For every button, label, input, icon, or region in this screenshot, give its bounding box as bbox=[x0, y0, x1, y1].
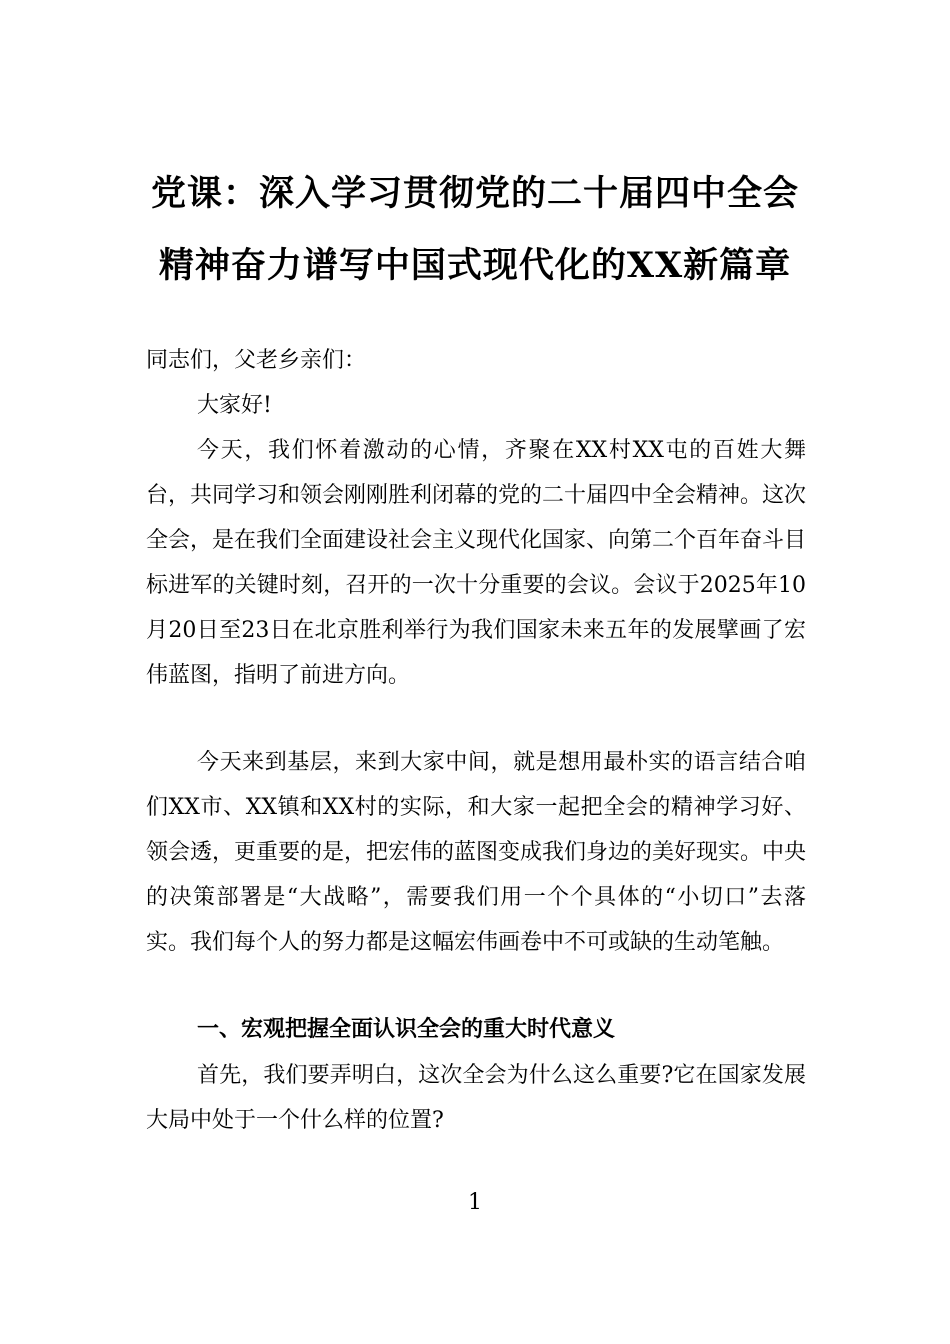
document-title-line-2: 精神奋力谱写中国式现代化的XX新篇章 bbox=[158, 245, 792, 286]
page-number: 1 bbox=[468, 1190, 482, 1215]
document-title-line-1: 党课：深入学习贯彻党的二十届四中全会 bbox=[150, 173, 799, 214]
greeting-block bbox=[146, 383, 806, 428]
paragraph-2: 今天来到基层，来到大家中间，就是想用最朴实的语言结合咱们XX市、XX镇和XX村的实际，和大家一起把全会的精神学习好、领会透，更重要的是，把宏伟的蓝图变成我们身边的美好现实。中央的决策部署是“大战略”，需要我们用一个个具体的“小切口”去落实。我们每个人的努力都是这幅宏伟画卷中不可或缺的生动笔触。 bbox=[146, 750, 807, 955]
paragraph-2-block bbox=[146, 740, 806, 965]
paragraph-3-block bbox=[146, 1053, 806, 1143]
greeting-text: 大家好! bbox=[197, 393, 272, 418]
salutation-text: 同志们，父老乡亲们： bbox=[146, 348, 367, 373]
paragraph-1: 今天，我们怀着激动的心情，齐聚在XX村XX屯的百姓大舞台，共同学习和领会刚刚胜利闭幕的党的二十届四中全会精神。这次全会，是在我们全面建设社会主义现代化国家、向第二个百年奋斗目标进军的关键时刻，召开的一次十分重要的会议。会议于2025年10月20日至23日在北京胜利举行为我们国家未来五年的发展擘画了宏伟蓝图，指明了前进方向。 bbox=[146, 438, 807, 688]
section-heading-1: 一、宏观把握全面认识全会的重大时代意义 bbox=[197, 1017, 616, 1042]
paragraph-3: 首先，我们要弄明白，这次全会为什么这么重要?它在国家发展大局中处于一个什么样的位置? bbox=[146, 1063, 806, 1133]
paragraph-1-block bbox=[146, 428, 806, 698]
salutation-block bbox=[146, 338, 806, 383]
